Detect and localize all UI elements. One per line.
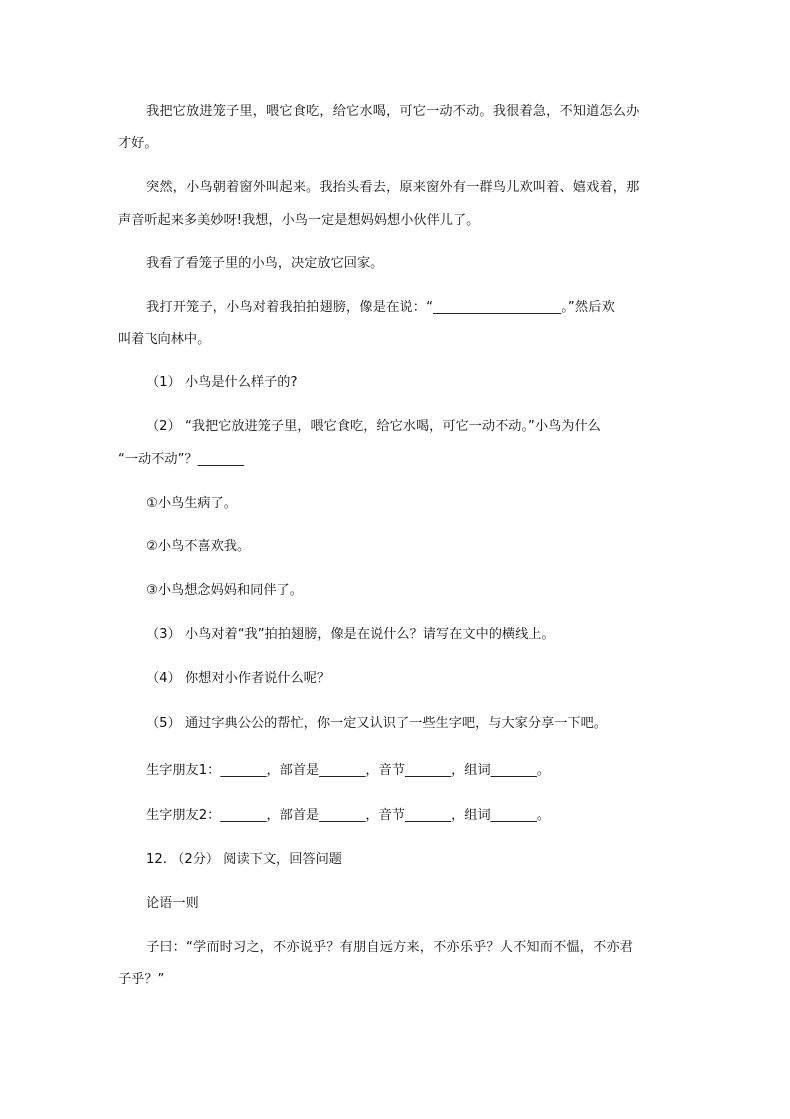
paragraph-open-cage-line-1: 我打开笼子，小鸟对着我拍拍翅膀，像是在说：“___________________。”然后欢 — [146, 300, 615, 315]
question-2-line-2: “一动不动”？_______ — [118, 452, 244, 467]
option-3: ③小鸟想念妈妈和同伴了。 — [146, 583, 303, 598]
option-2: ②小鸟不喜欢我。 — [146, 539, 251, 554]
new-character-friend-2: 生字朋友2：_______，部首是_______，音节_______，组词_______。 — [146, 808, 551, 823]
question-12-heading: 12. （2分） 阅读下文，回答问题 — [146, 852, 342, 867]
paragraph-cage-line-1: 我把它放进笼子里，喂它食吃，给它水喝，可它一动不动。我很着急，不知道怎么办 — [146, 104, 640, 119]
question-5: （5） 通过字典公公的帮忙，你一定又认识了一些生字吧，与大家分享一下吧。 — [146, 716, 607, 731]
question-4: （4） 你想对小作者说什么呢？ — [146, 671, 331, 686]
paragraph-window-line-1: 突然，小鸟朝着窗外叫起来。我抬头看去，原来窗外有一群鸟儿欢叫着、嬉戏着，那 — [146, 180, 640, 195]
question-2-line-1: （2） “我把它放进笼子里，喂它食吃，给它水喝，可它一动不动。”小鸟为什么 — [146, 419, 601, 434]
option-1: ①小鸟生病了。 — [146, 496, 237, 511]
lunyu-title: 论语一则 — [146, 896, 199, 911]
paragraph-window-line-2: 声音听起来多美妙呀!我想，小鸟一定是想妈妈想小伙伴儿了。 — [118, 213, 480, 228]
paragraph-decision: 我看了看笼子里的小鸟，决定放它回家。 — [146, 256, 384, 271]
question-1: （1） 小鸟是什么样子的? — [146, 375, 298, 390]
new-character-friend-1: 生字朋友1：_______，部首是_______，音节_______，组词_______。 — [146, 763, 551, 778]
lunyu-quote-line-1: 子曰：“学而时习之，不亦说乎？有朋自远方来，不亦乐乎？人不知而不愠，不亦君 — [146, 940, 634, 955]
question-3: （3） 小鸟对着“我”拍拍翅膀，像是在说什么？请写在文中的横线上。 — [146, 627, 555, 642]
paragraph-open-cage-line-2: 叫着飞向林中。 — [118, 332, 211, 347]
paragraph-cage-line-2: 才好。 — [118, 136, 158, 151]
lunyu-quote-line-2: 子乎？” — [118, 972, 165, 987]
